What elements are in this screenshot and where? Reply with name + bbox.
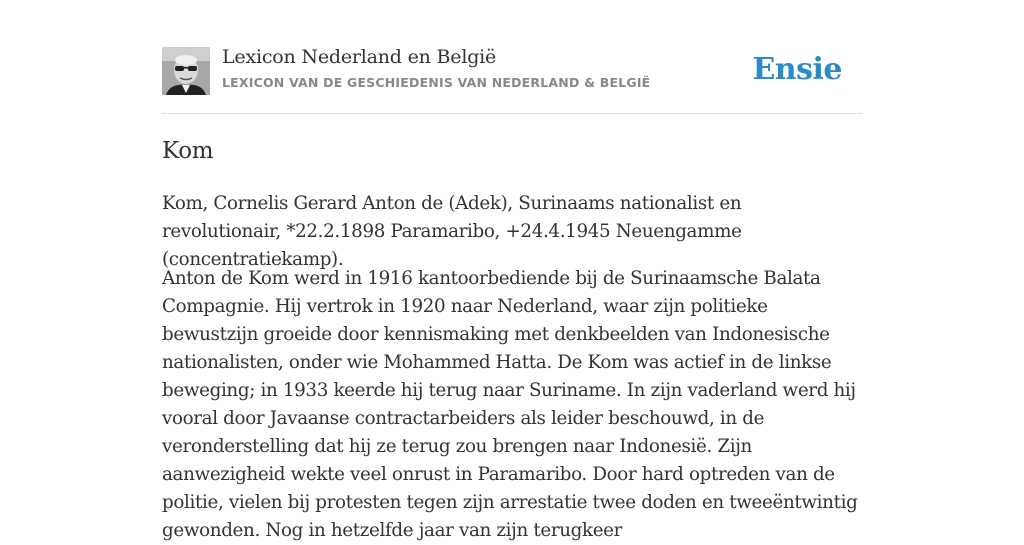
site-title[interactable]: Lexicon Nederland en België [222,46,497,68]
avatar-portrait-icon [162,47,210,95]
site-subtitle[interactable]: LEXICON VAN DE GESCHIEDENIS VAN NEDERLAND & BELGIË [222,75,651,90]
article-title: Kom [162,138,214,164]
site-header [162,0,862,114]
page [162,0,862,541]
article-paragraph-intro: Kom, Cornelis Gerard Anton de (Adek), Surinaams nationalist en revolutionair, *22.2.1898 Paramaribo, +24.4.1945 Neuengamme (concentratiekamp). [162,193,742,270]
ensie-logo[interactable]: Ensie [752,52,842,87]
article-paragraph-body: Anton de Kom werd in 1916 kantoorbediende bij de Surinaamsche Balata Compagnie. Hij vertrok in 1920 naar Nederland, waar zijn politieke bewustzijn groeide door kennismaking met denkbeelden van Indonesische nationalisten, onder wie Mohammed Hatta. De Kom was actief in de linkse beweging; in 1933 keerde hij terug naar Suriname. In zijn vaderland werd hij vooral door Javaanse contractarbeiders als leider beschouwd, in de veronderstelling dat hij ze terug zou brengen naar Indonesië. Zijn aanwezigheid wekte veel onrust in Paramaribo. Door hard optreden van de politie, vielen bij protesten tegen zijn arrestatie twee doden en tweeëntwintig gewonden. Nog in hetzelfde jaar van zijn terugkeer [162,268,858,541]
author-avatar[interactable] [162,47,210,95]
